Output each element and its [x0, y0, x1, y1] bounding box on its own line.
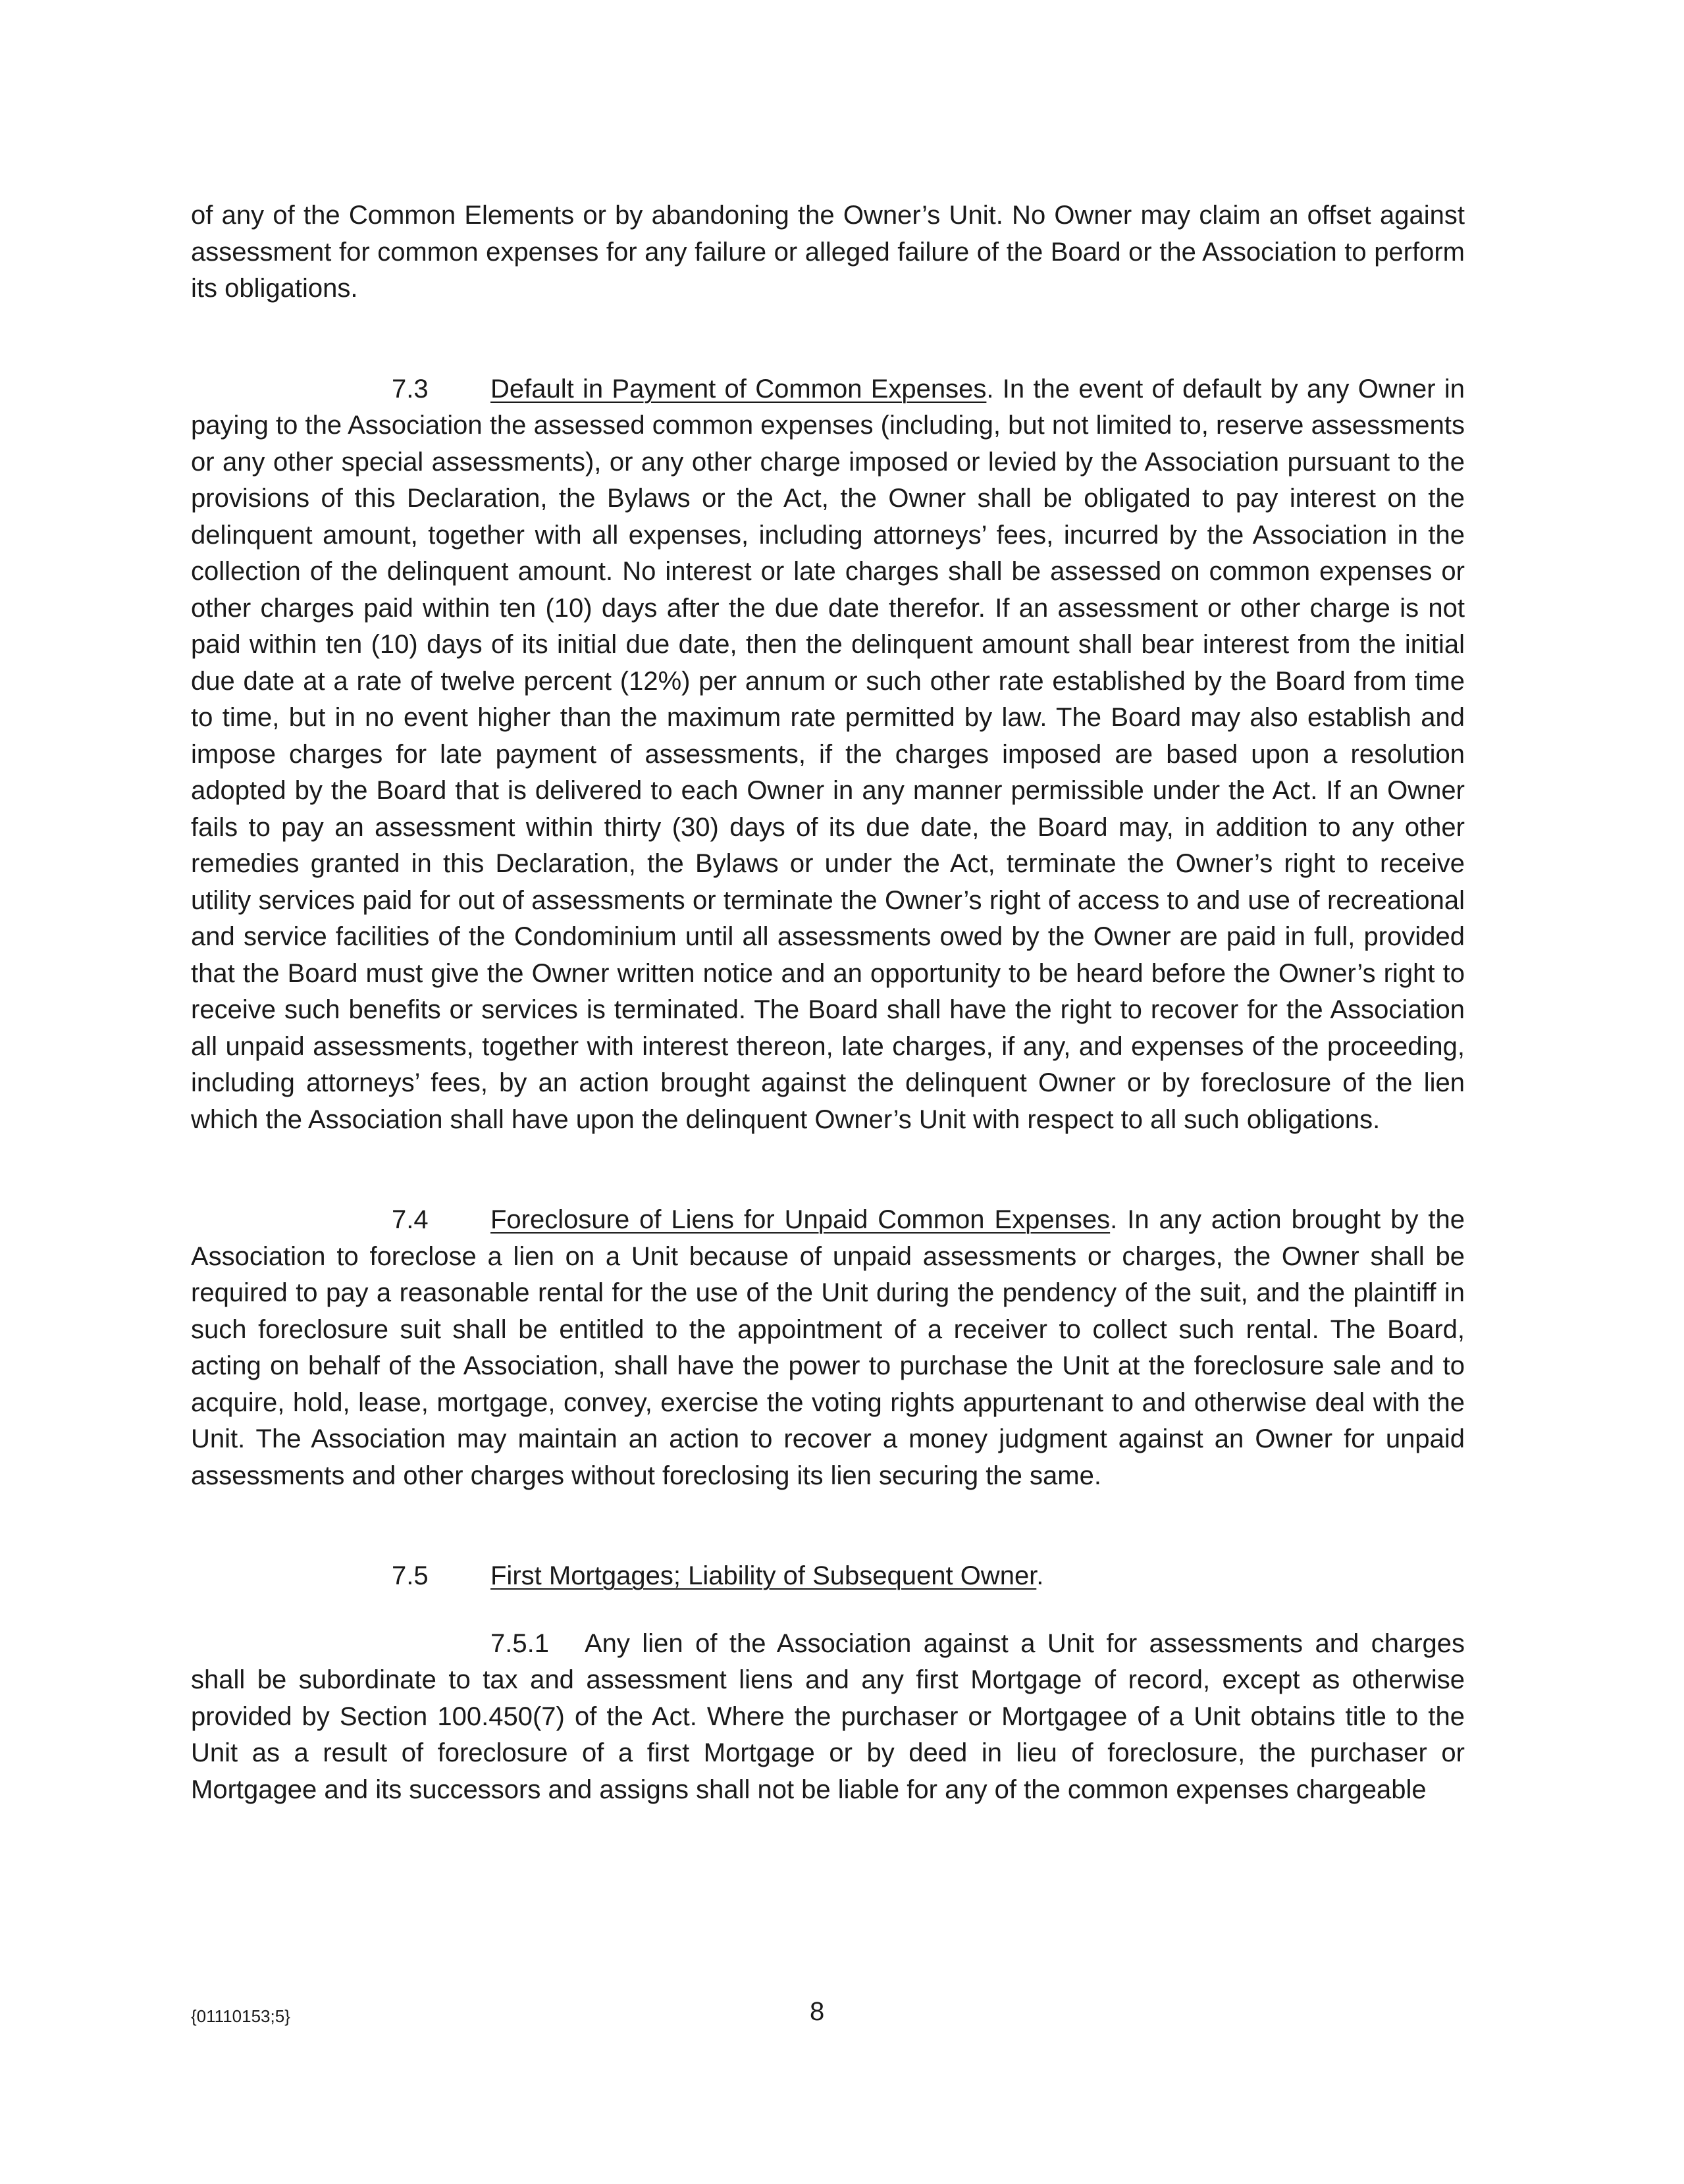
section-body: Any lien of the Association against a Unit for assessments and charges shall be subordinate to tax and assessment liens and any first Mortgage of record, except as otherwise provided by Section 100.450(7) of the Act. Where the purchaser or Mortgagee of a Unit obtains title to the Unit as a result of foreclosure of a first Mortgage or by deed in lieu of foreclosure, the purchaser or Mortgagee and its successors and assigns shall not be liable for any of the common expenses chargeable [191, 1628, 1465, 1804]
section-body: In any action brought by the Association to foreclose a lien on a Unit because of unpaid assessments or charges, the Owner shall be required to pay a reasonable rental for the use of the Unit during the pendency of the suit, and the plaintiff in such foreclosure suit shall be entitled to the appointment of a receiver to collect such rental. The Board, acting on behalf of the Association, shall have the power to purchase the Unit at the foreclosure sale and to acquire, hold, lease, mortgage, convey, exercise the voting rights appurtenant to and otherwise deal with the Unit. The Association may maintain an action to recover a money judgment against an Owner for unpaid assessments and other charges without foreclosing its lien securing the same. [191, 1205, 1465, 1490]
section-heading: Default in Payment of Common Expenses [490, 374, 987, 403]
section-number: 7.4 [392, 1205, 429, 1234]
section-7-3: 7.3 Default in Payment of Common Expenses. In the event of default by any Owner in paying to the Association the assessed common expenses (including, but not limited to, reserve assessments or any other special assessments), or any other charge imposed or levied by the Association pursuant to the provisions of this Declaration, the Bylaws or the Act, the Owner shall be obligated to pay interest on the delinquent amount, together with all expenses, including attorneys’ fees, incurred by the Association in the collection of the delinquent amount. No interest or late charges shall be assessed on common expenses or other charges paid within ten (10) days after the due date therefor. If an assessment or other charge is not paid within ten (10) days of its initial due date, then the delinquent amount shall bear interest from the initial due date at a rate of twelve percent (12%) per annum or such other rate established by the Board from time to time, but in no event higher than the maximum rate permitted by law. The Board may also establish and impose charges for late payment of assessments, if the charges imposed are based upon a resolution adopted by the Board that is delivered to each Owner in any manner permissible under the Act. If an Owner fails to pay an assessment within thirty (30) days of its due date, the Board may, in addition to any other remedies granted in this Declaration, the Bylaws or under the Act, terminate the Owner’s right to receive utility services paid for out of assessments or terminate the Owner’s right of access to and use of recreational and service facilities of the Condominium until all assessments owed by the Owner are paid in full, provided that the Board must give the Owner written notice and an opportunity to be heard before the Owner’s right to receive such benefits or services is terminated. The Board shall have the right to recover for the Association all unpaid assessments, together with interest thereon, late charges, if any, and expenses of the proceeding, including attorneys’ fees, by an action brought against the delinquent Owner or by foreclosure of the lien which the Association shall have upon the delinquent Owner’s Unit with respect to all such obligations. [191, 371, 1465, 1139]
section-heading: Foreclosure of Liens for Unpaid Common Expenses [490, 1205, 1111, 1234]
section-7-5: 7.5 First Mortgages; Liability of Subsequent Owner. [191, 1558, 1465, 1595]
section-heading: First Mortgages; Liability of Subsequent Owner [490, 1561, 1037, 1590]
section-number: 7.3 [392, 374, 429, 403]
document-id: {01110153;5} [191, 2006, 290, 2026]
section-7-5-1 [191, 1626, 1465, 1809]
section-body: In the event of default by any Owner in paying to the Association the assessed common expenses (including, but not limited to, reserve assessments or any other special assessments), or any other charge imposed or levied by the Association pursuant to the provisions of this Declaration, the Bylaws or the Act, the Owner shall be obligated to pay interest on the delinquent amount, together with all expenses, including attorneys’ fees, incurred by the Association in the collection of the delinquent amount. No interest or late charges shall be assessed on common expenses or other charges paid within ten (10) days after the due date therefor. If an assessment or other charge is not paid within ten (10) days of its initial due date, then the delinquent amount shall bear interest from the initial due date at a rate of twelve percent (12%) per annum or such other rate established by the Board from time to time, but in no event higher than the maximum rate permitted by law. The Board may also establish and impose charges for late payment of assessments, if the charges imposed are based upon a resolution adopted by the Board that is delivered to each Owner in any manner permissible under the Act. If an Owner fails to pay an assessment within thirty (30) days of its due date, the Board may, in addition to any other remedies granted in this Declaration, the Bylaws or under the Act, terminate the Owner’s right to receive utility services paid for out of assessments or terminate the Owner’s right of access to and use of recreational and service facilities of the Condominium until all assessments owed by the Owner are paid in full, provided that the Board must give the Owner written notice and an opportunity to be heard before the Owner’s right to receive such benefits or services is terminated. The Board shall have the right to recover for the Association all unpaid assessments, together with interest thereon, late charges, if any, and expenses of the proceeding, including attorneys’ fees, by an action brought against the delinquent Owner or by foreclosure of the lien which the Association shall have upon the delinquent Owner’s Unit with respect to all such obligations. [191, 374, 1465, 1134]
paragraph-continuation: of any of the Common Elements or by abandoning the Owner’s Unit. No Owner may claim an offset against assessment for common expenses for any failure or alleged failure of the Board or the Association to perform its obligations. [191, 201, 1465, 303]
page-number: 8 [810, 1997, 825, 2026]
section-number: 7.5 [392, 1561, 429, 1590]
section-number: 7.5.1 [490, 1628, 549, 1658]
document-page [191, 197, 1465, 1808]
section-7-4: 7.4 Foreclosure of Liens for Unpaid Common Expenses. In any action brought by the Association to foreclose a lien on a Unit because of unpaid assessments or charges, the Owner shall be required to pay a reasonable rental for the use of the Unit during the pendency of the suit, and the plaintiff in such foreclosure suit shall be entitled to the appointment of a receiver to collect such rental. The Board, acting on behalf of the Association, shall have the power to purchase the Unit at the foreclosure sale and to acquire, hold, lease, mortgage, convey, exercise the voting rights appurtenant to and otherwise deal with the Unit. The Association may maintain an action to recover a money judgment against an Owner for unpaid assessments and other charges without foreclosing its lien securing the same. [191, 1202, 1465, 1494]
